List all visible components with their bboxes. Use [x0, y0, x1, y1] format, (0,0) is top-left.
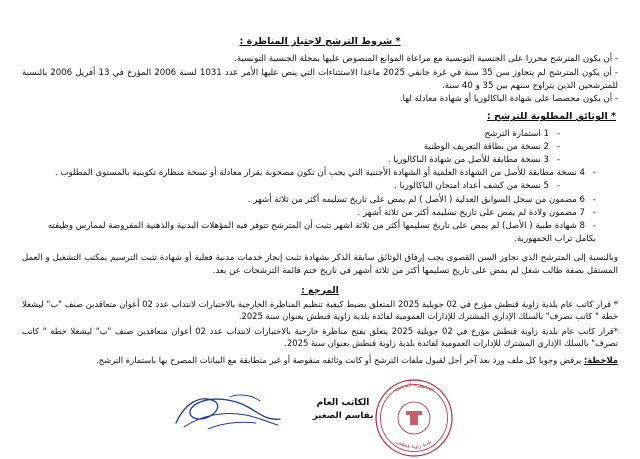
note-label: ملاحظة:: [583, 354, 618, 365]
signature-name: بقاسم الصغير: [312, 411, 374, 422]
reference-item-1: * قرار كاتب عام بلدية زاوية قنطش مؤرخ في 02 جويلية 2025 المتعلق بضبط كيفية تنظيم المناظرة الخارجية بالاختبارات لانتداب عدد 02 أعوان متعاقدين صنف "ب" ليشغلا خطة " كاتب تصرف" بالسلك الإداري المشترك للإدارات العمومية لفائدة بلدية زاوية قنطش بعنوان سنة 2025.: [22, 298, 619, 322]
list-dash: -: [592, 220, 596, 231]
document-item: -6 مضمون من سجل السوابق العدلية ( الأصل ) لم يمض على تاريخ تسليمه أكثر من ثلاثة أشهر .: [22, 194, 618, 207]
list-dash: -: [556, 181, 560, 192]
required-documents-list: [22, 128, 618, 246]
conditions-heading: * شروط الترشح لاجتياز المناظرة :: [239, 36, 401, 47]
stamp-top-text: الجمهورية التونسية: [393, 381, 435, 394]
note-block: [22, 354, 618, 367]
signature-title-block: [268, 397, 418, 424]
signature-area: [22, 371, 618, 457]
note-text: يرفض وجوبا كل ملف ورد بعد آخر أجل لقبول ملفات الترشح أو كانت وثائقه منقوصة أو غير متطابقة مع البيانات المصرح بها باستمارة الترشح.: [96, 354, 582, 365]
signature-title: الكاتب العام: [316, 397, 370, 408]
document-item: -7 مضمون ولادة لم يمض على تاريخ تسليمه أكثر من ثلاثة أشهر .: [22, 207, 618, 220]
condition-item-2: - أن يكون المترشح لم يتجاوز سن 35 سنة في غرة جانفي 2025 ماعدا الاستثناءات التي ينص عليها الأمر عدد 1031 لسنة 2006 المؤرخ في 13 أفريل 2006 بالنسبة للمترشحين الذين يتراوح سنهم بين 35 و 40 سنة.: [22, 67, 619, 91]
document-item: -3 نسخة مطابقة للأصل من شهادة الباكالوريا .: [22, 154, 618, 167]
list-dash: -: [556, 142, 560, 153]
document-item: -1 استمارة الترشح: [22, 128, 618, 141]
documents-heading: * الوثائق المطلوبة للترشح :: [486, 111, 616, 123]
stamp-bottom-text: بلدية زاوية قنطش: [395, 438, 433, 450]
list-dash: -: [592, 207, 596, 218]
closing-paragraph: وبالنسبة إلى المترشح الذي تجاوز السن القصوى يجب إرفاق الوثائق سابقة الذكر بشهادة تثبت إنجاز خدمات مدنية فعلية أو شهادة تثبت الترسيم بمكتب التشغيل و العمل المستقل بصفة طالب شغل لم يمض على تاريخ تسليمها أكثر من ثلاثة أشهر في تاريخ ختم قائمة الترشحات عن بعد.: [22, 252, 618, 276]
document-item: -4 نسخة مطابقة للأصل من الشهادة العلمية أو الشهادة الأجنبية التي يجب أن تكون مصحوبة بقرار معادلة أو نسخة منظارة تكوينية بالمستوى المطلوب .: [22, 167, 618, 180]
reference-item-2: *قرار كاتب عام بلدية زاوية قنطش مؤرخ في 02 جويلية 2025 يتعلق بفتح مناظرة خارجية بالاختبارات لانتداب عدد 02 أعوان متعاقدين صنف "ب" ليشغلا خطة " كاتب تصرف" بالسلك الإداري المشترك للإدارات العمومية لفائدة بلدية زاوية قنطش بعنوان سنة 2025.: [22, 325, 618, 349]
condition-item-1: - أن يكون المترشح محرزا على الجنسية التونسية مع مراعاة الموانع المنصوص عليها بمجلة الجنسية التونسية.: [234, 53, 618, 64]
list-dash: -: [592, 194, 596, 205]
document-item: -5 نسخة من كشف أعداد امتحان الباكالوريا .: [22, 180, 618, 193]
document-item: -8 شهادة طبية ( الأصل) لم يمض على تاريخ تسليمها أكثر من ثلاثة اشهر تثبت أن المترشح تتوفر فيه المؤهلات البدنية والذهنية المفروضة لممارس وظيفته بكامل تراب الجمهورية.: [47, 220, 596, 244]
list-dash: -: [556, 155, 560, 166]
list-dash: -: [556, 129, 560, 140]
list-dash: -: [592, 168, 596, 179]
document-item: -2 نسخة من بطاقة التعريف الوطنية: [22, 141, 618, 154]
condition-item-3: - أن يكون محصصا على شهادة الباكالوريا أو شهادة معادلة لها.: [399, 94, 618, 105]
references-heading: المرجع :: [301, 285, 339, 296]
